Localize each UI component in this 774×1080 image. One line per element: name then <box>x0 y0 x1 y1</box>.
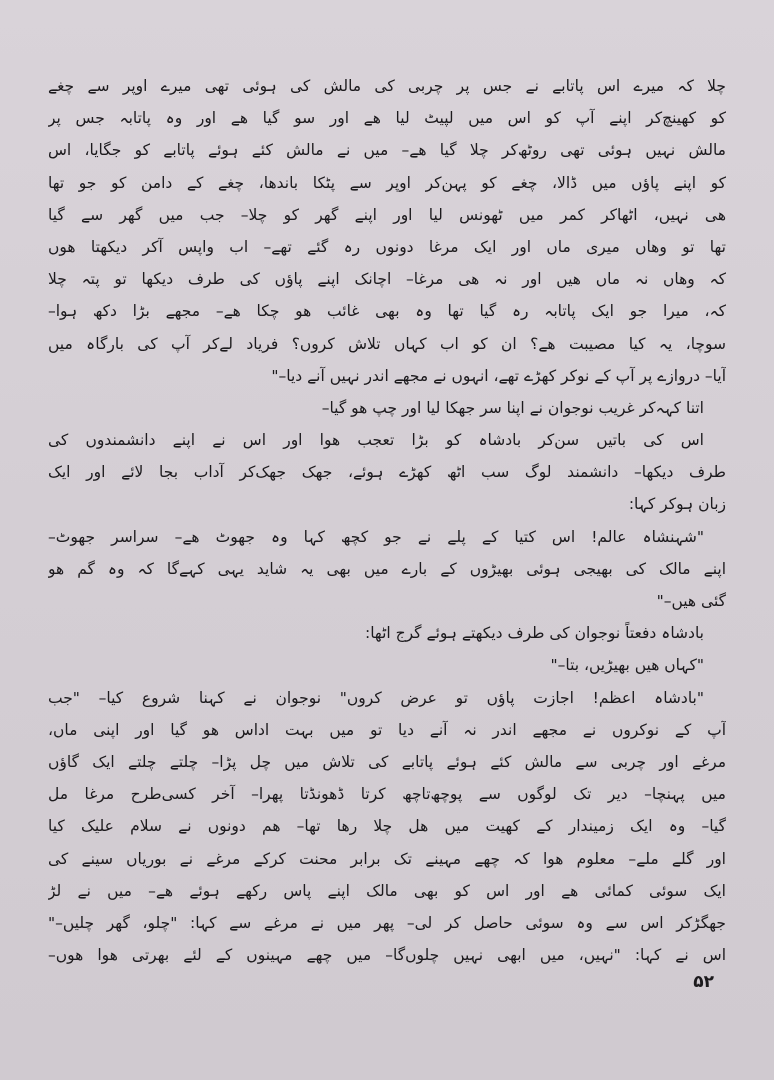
text-line: آیا– دروازے پر آپ کے نوکر کھڑے تھے، انہوں نے مجھے اندر نہیں آنے دیا–" <box>271 366 726 385</box>
text-line: آپ کے نوکروں نے مجھے اندر نہ آنے دیا تو میں بہت اداس ھو گیا اور اپنی ماں، <box>48 720 726 739</box>
text-line: مالش نہیں ہوئی تھی روٹھ‌کر چلا گیا ھے– میں نے مالش کئے ہوئے پاتابے کو جگایا، اس <box>48 141 726 160</box>
page-text <box>48 70 726 971</box>
text-line: اس کی باتیں سن‌کر بادشاہ کو بڑا تعجب ھوا اور اس نے اپنے دانشمندوں کی <box>48 431 704 450</box>
text-line: گئی ھیں–" <box>656 592 726 610</box>
text-line: بادشاہ دفعتاً نوجوان کی طرف دیکھتے ہوئے گرج اٹھا: <box>364 624 704 643</box>
text-line: "کہاں ھیں بھیڑیں، بتا–" <box>550 656 704 675</box>
text-line: کو کھینچ‌کر اپنے آپ کو اس میں لپیٹ لیا ھے اور سو گیا ھے اور وہ پاتابہ جس پر <box>48 109 726 128</box>
text-line: اور گلے ملے– معلوم ھوا کہ چھے مہینے تک برابر محنت کرکے مرغے نے بوریاں سینے کی <box>48 849 726 868</box>
text-line: چلا کہ میرے اس پاتابے نے جس پر چربی کی مالش کی ہوئی تھی میرے اوپر سے چغے <box>48 77 726 95</box>
text-line: کہ وھاں نہ ماں ھیں اور نہ ھی مرغا– اچانک اپنے پاؤں کی طرف دیکھا تو پتہ چلا <box>48 270 726 289</box>
text-line: تھا تو وھاں میری ماں اور ایک مرغا دونوں رہ گئے تھے– اب واپس آکر دیکھتا ھوں <box>48 237 726 256</box>
text-line: مرغے اور چربی سے مالش کئے ہوئے پاتابے کی تلاش میں چل پڑا– چلتے چلتے ایک گاؤں <box>48 752 726 771</box>
text-line: "شہنشاہ عالم! اس کتیا کے پلے نے جو کچھ کہا وہ جھوٹ ھے– سراسر جھوٹ– <box>48 527 704 546</box>
text-line: "بادشاہ اعظم! اجازت پاؤں تو عرض کروں" نوجوان نے کہنا شروع کیا– "جب <box>48 688 704 707</box>
text-line: کہ، میرا جو ایک پاتابہ رہ گیا تھا وہ بھی غائب ھو چکا ھے– مجھے بڑا دکھ ہوا– <box>48 302 726 321</box>
text-line: ایک سوئی کمائی ھے اور اس کو بھی مالک اپنے پاس رکھے ہوئے ھے– میں نے لڑ <box>48 881 726 900</box>
text-line: ھی نہیں، اٹھاکر کمر میں ٹھونس لیا اور اپنے گھر کو چلا– جب میں گھر سے گیا <box>48 205 726 224</box>
text-line: اس نے کہا: "نہیں، میں ابھی نہیں چلوں‌گا– میں چھے مہینوں کے لئے بھرتی ھوا ھوں– <box>48 946 726 965</box>
text-line: اپنے مالک کی بھیجی ہوئی بھیڑوں کے بارے میں بھی یہ شاید یہی کہےگا کہ وہ گم ھو <box>48 559 726 578</box>
page-number: ۵۲ <box>693 972 714 992</box>
text-line: گیا– وہ ایک زمیندار کے کھیت میں ھل چلا رھا تھا– ھم دونوں نے سلام علیک کیا <box>48 817 726 836</box>
text-line: طرف دیکھا– دانشمند لوگ سب اٹھ کھڑے ہوئے، جھک جھک‌کر آداب بجا لائے اور ایک <box>48 463 726 482</box>
text-line: میں پہنچا– دیر تک لوگوں سے پوچھ‌تاچھ کرتا ڈھونڈتا پھرا– آخر کسی‌طرح مرغا مل <box>48 785 726 804</box>
text-line: اتنا کہہ‌کر غریب نوجوان نے اپنا سر جھکا لیا اور چپ ھو گیا– <box>321 398 704 417</box>
text-line: زبان ہوکر کہا: <box>628 495 726 514</box>
text-line: سوچا، یہ کیا مصیبت ھے؟ ان کو اب کہاں تلاش کروں؟ فریاد لےکر آپ کی بارگاہ میں <box>48 334 726 353</box>
text-line: جھگڑکر اس سے وہ سوئی حاصل کر لی– پھر میں نے مرغے سے کہا: "چلو، گھر چلیں–" <box>48 913 726 932</box>
text-line: کو اپنے پاؤں میں ڈالا، چغے کو پہن‌کر اوپر سے پٹکا باندھا، چغے کے دامن کو جو تھا <box>48 173 726 192</box>
